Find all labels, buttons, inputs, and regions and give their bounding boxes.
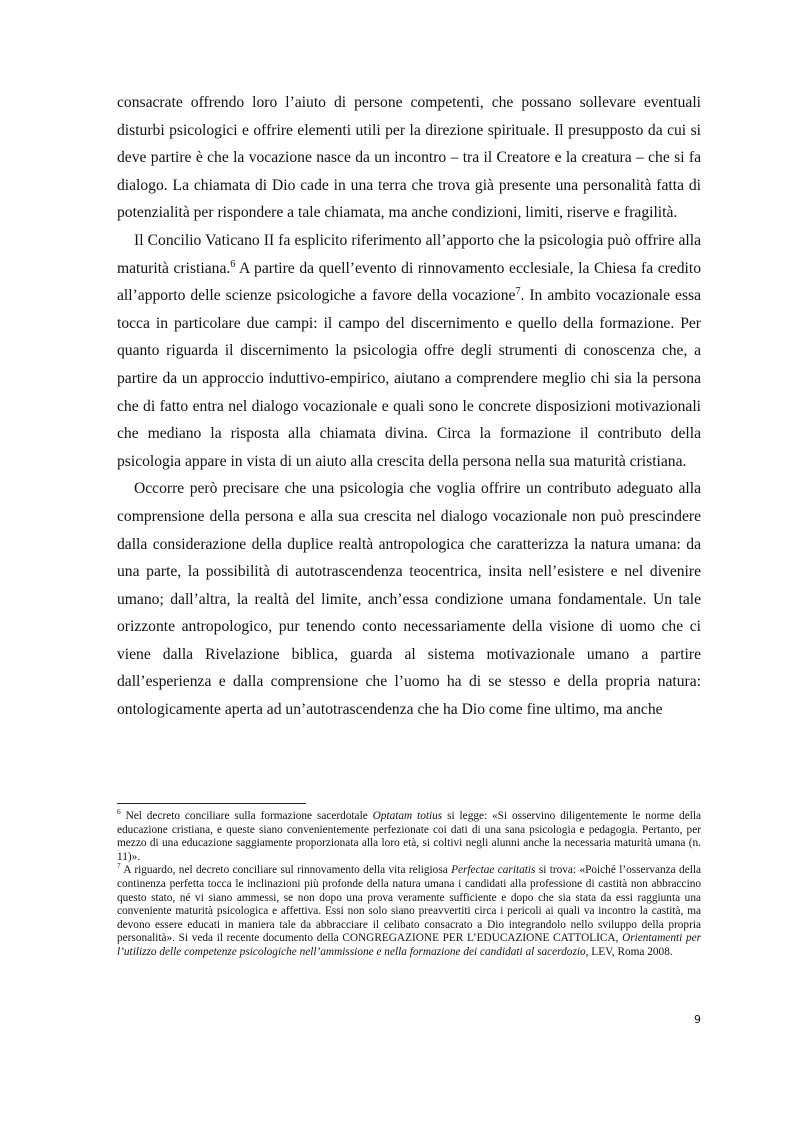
- paragraph-2-part-b: A partire da quell’evento di rinnovamento ecclesiale, la Chiesa fa credito all’apporto delle scienze psicologiche a favore della vocazione: [117, 259, 701, 305]
- main-body-text: [117, 89, 701, 724]
- footnote-7-title: Perfectae caritatis: [451, 864, 536, 877]
- paragraph-2: [117, 227, 701, 475]
- footnote-6-text-a: Nel decreto conciliare sulla formazione sacerdotale: [120, 810, 373, 822]
- paragraph-2-part-c: . In ambito vocazionale essa tocca in particolare due campi: il campo del discernimento e quello della formazione. Per quanto riguarda il discernimento la psicologia offre degli strumenti di conoscenza che, a partire da un approccio induttivo-empirico, aiutano a comprendere meglio chi sia la persona che di fatto entra nel dialogo vocazionale e quali sono le concrete disposizioni motivazionali che mediano la risposta alla chiamata divina. Circa la formazione il contributo della psicologia appare in vista di un aiuto alla crescita della persona nella sua maturità cristiana.: [117, 287, 701, 470]
- footnote-ref-7[interactable]: 7: [515, 285, 521, 297]
- footnote-6-text-b: si legge: «Si osservino diligentemente le norme della educazione cristiana, e queste siano convenientemente perfezionate coi dati di una sana psicologia e pedagogia. Pertanto, per mezzo di una educazione saggiamente proporzionata alla loro età, si coltivi negli alunni anche la necessaria maturità umana (n. 11)».: [117, 810, 702, 863]
- footnote-ref-6[interactable]: 6: [230, 258, 236, 270]
- page-number: 9: [694, 1013, 701, 1026]
- footnotes: [117, 807, 702, 960]
- footnote-6-number: 6: [117, 807, 121, 817]
- footnote-separator: [117, 803, 306, 804]
- footnote-7-text-a: A riguardo, nel decreto conciliare sul rinnovamento della vita religiosa: [120, 864, 452, 877]
- footnote-7-text-b: si trova: «Poiché l’osservanza della continenza perfetta tocca le inclinazioni più profonde della natura umana i candidati alla professione di castità non abbraccino questo stato, né vi siano ammessi, se non dopo una prova veramente sufficiente e dopo che sia stata da essi raggiunta una conveniente maturità psicologica e affettiva. Essi non solo siano preavvertiti circa i pericoli ai quali va incontro la castità, ma devono essere educati in maniera tale da abbracciare il celibato consacrato a Dio integrandolo nello sviluppo della propria personalità». Si veda il recente documento della CONGREGAZIONE PER L’EDUCAZIONE CATTOLICA,: [117, 864, 702, 945]
- paragraph-1: consacrate offrendo loro l’aiuto di persone competenti, che possano sollevare eventuali disturbi psicologici e offrire elementi utili per la direzione spirituale. Il presupposto da cui si deve partire è che la vocazione nasce da un incontro – tra il Creatore e la creatura – che si fa dialogo. La chiamata di Dio cade in una terra che trova già presente una personalità fatta di potenzialità per rispondere a tale chiamata, ma anche condizioni, limiti, riserve e fragilità.: [117, 94, 701, 222]
- footnote-6: [117, 807, 702, 864]
- footnote-7-text-c: , LEV, Roma 2008.: [585, 945, 673, 958]
- footnote-7-number: 7: [117, 861, 121, 871]
- footnote-7: [117, 861, 702, 959]
- footnote-7-document-title: Orientamenti per l’utilizzo delle competenze psicologiche nell’ammissione e nella formazione dei candidati al sacerdozio: [117, 932, 702, 958]
- paragraph-3: Occorre però precisare che una psicologia che voglia offrire un contributo adeguato alla comprensione della persona e alla sua crescita nel dialogo vocazionale non può prescindere dalla considerazione della duplice realtà antropologica che caratterizza la natura umana: da una parte, la possibilità di autotrascendenza teocentrica, insita nell’esistere e nel divenire umano; dall’altra, la realtà del limite, anch’essa condizione umana fondamentale. Un tale orizzonte antropologico, pur tenendo conto necessariamente della visione di uomo che ci viene dalla Rivelazione biblica, guarda al sistema motivazionale umano a partire dall’esperienza e dalla comprensione che l’uomo ha di se stesso e della propria natura: ontologicamente aperta ad un’autotrascendenza che ha Dio come fine ultimo, ma anche: [117, 480, 701, 719]
- footnote-6-title: Optatam totius: [372, 810, 443, 822]
- paragraph-2-part-a: Il Concilio Vaticano II fa esplicito riferimento all’apporto che la psicologia può offrire alla maturità cristiana.: [117, 231, 701, 277]
